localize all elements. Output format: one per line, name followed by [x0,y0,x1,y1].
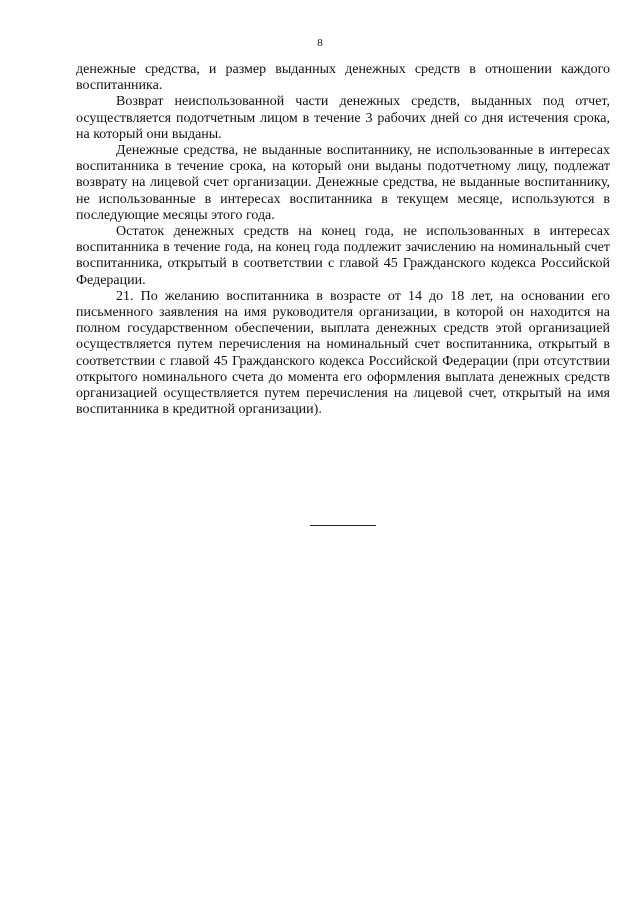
paragraph-continued: денежные средства, и размер выданных денежных средств в отношении каждого воспитанника. [76,62,610,94]
paragraph-unused-funds: Денежные средства, не выданные воспитаннику, не использованные в интересах воспитанника в течение срока, на который они выданы подотчетному лицу, подлежат возврату на лицевой счет организации. Денежные средства, не выданные воспитаннику, не использованные в интересах воспитанника в текущем месяце, используются в последующие месяцы этого года. [76,143,610,223]
document-body [76,62,610,418]
page-number: 8 [317,37,323,49]
paragraph-year-end-balance: Остаток денежных средств на конец года, не использованных в интересах воспитанника в течение года, на конец года подлежит зачислению на номинальный счет воспитанника, открытый в соответствии с главой 45 Гражданского кодекса Российской Федерации. [76,224,610,288]
paragraph-item-21: 21. По желанию воспитанника в возрасте от 14 до 18 лет, на основании его письменного заявления на имя руководителя организации, в которой он находится на полном государственном обеспечении, выплата денежных средств этой организацией осуществляется путем перечисления на номинальный счет воспитанника, открытый в соответствии с главой 45 Гражданского кодекса Российской Федерации (при отсутствии открытого номинального счета до момента его оформления выплата денежных средств организацией осуществляется путем перечисления на лицевой счет, открытый на имя воспитанника в кредитной организации). [76,288,610,418]
end-of-document-rule [310,525,376,526]
paragraph-refund: Возврат неиспользованной части денежных средств, выданных под отчет, осуществляется подотчетным лицом в течение 3 рабочих дней со дня истечения срока, на который они выданы. [76,94,610,142]
